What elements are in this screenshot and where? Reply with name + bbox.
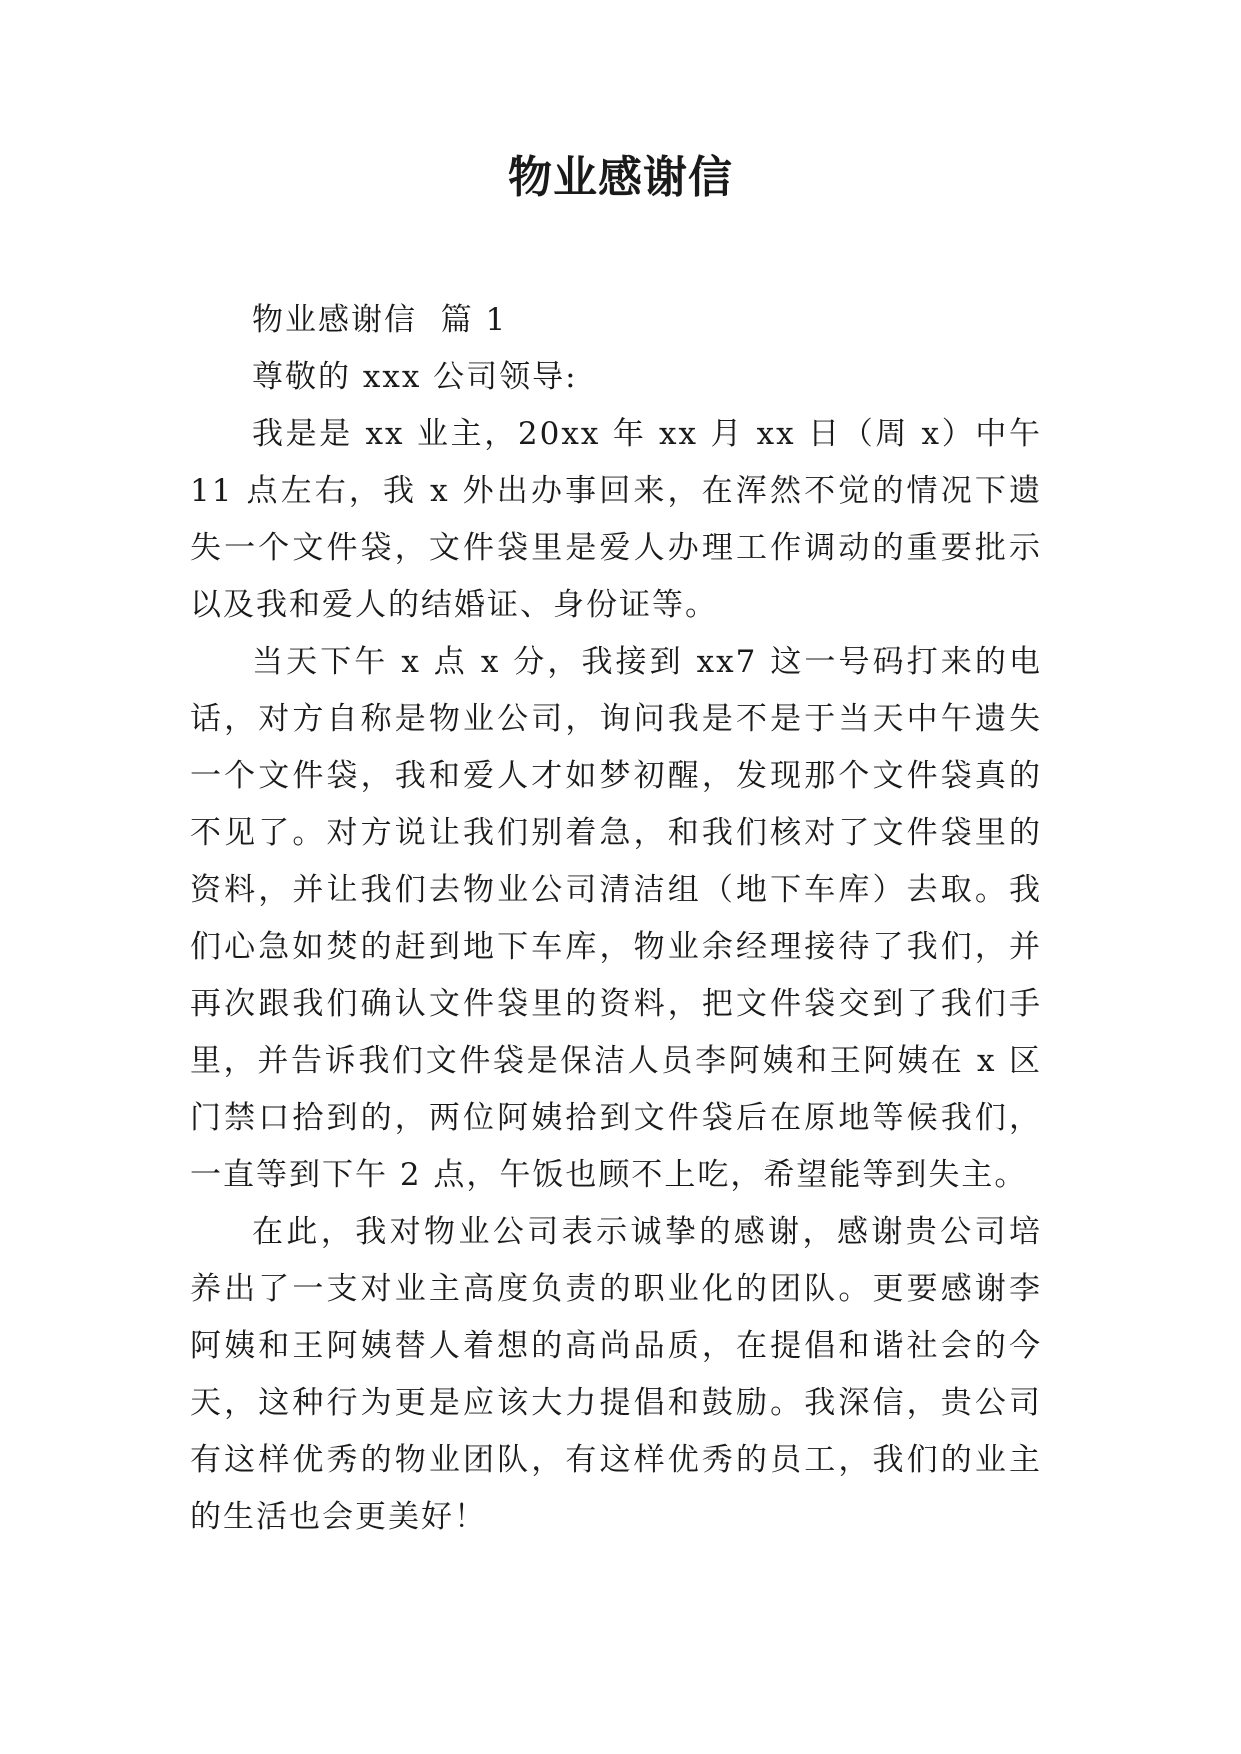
section-heading: 物业感谢信 篇 1: [252, 302, 508, 338]
body-paragraph: 我是是 xx 业主，20xx 年 xx 月 xx 日（周 x）中午 11 点左右，我 x 外出办事回来，在浑然不觉的情况下遗失一个文件袋，文件袋里是爱人办理工作调动的重要批示以及我和爱人的结婚证、身份证等。: [190, 416, 1054, 623]
body-paragraph: 在此，我对物业公司表示诚挚的感谢，感谢贵公司培养出了一支对业主高度负责的职业化的团队。更要感谢李阿姨和王阿姨替人着想的高尚品质，在提倡和谐社会的今天，这种行为更是应该大力提倡和鼓励。我深信，贵公司有这样优秀的物业团队，有这样优秀的员工，我们的业主的生活也会更美好！: [190, 1214, 1042, 1535]
body-paragraph: 当天下午 x 点 x 分，我接到 xx7 这一号码打来的电话，对方自称是物业公司，询问我是不是于当天中午遗失一个文件袋，我和爱人才如梦初醒，发现那个文件袋真的不见了。对方说让我们别着急，和我们核对了文件袋里的资料，并让我们去物业公司清洁组（地下车库）去取。我们心急如焚的赶到地下车库，物业余经理接待了我们，并再次跟我们确认文件袋里的资料，把文件袋交到了我们手里，并告诉我们文件袋是保洁人员李阿姨和王阿姨在 x 区门禁口拾到的，两位阿姨拾到文件袋后在原地等候我们，一直等到下午 2 点，午饭也顾不上吃，希望能等到失主。: [190, 644, 1042, 1193]
salutation: 尊敬的 xxx 公司领导:: [252, 359, 578, 395]
document-title: 物业感谢信: [508, 152, 733, 203]
letter-body: [190, 292, 1054, 1546]
